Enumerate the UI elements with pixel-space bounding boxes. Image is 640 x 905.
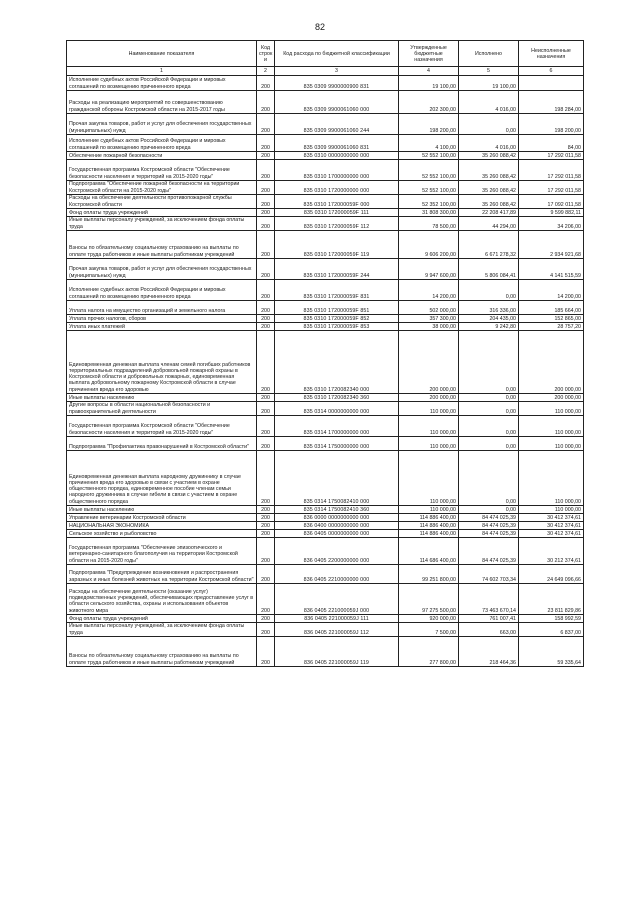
row-approved: 31 808 300,00: [399, 209, 459, 217]
table-row: [67, 394, 584, 402]
row-executed: 0,00: [459, 402, 519, 416]
row-approved: 52 352 100,00: [399, 195, 459, 209]
row-executed: 84 474 025,39: [459, 522, 519, 530]
row-remaining: 24 649 096,66: [519, 565, 584, 584]
header-name: Наименование показателя: [67, 41, 257, 67]
row-name: Исполнение судебных актов Российской Федерации и мировых соглашений по возмещению причиненного вреда: [67, 280, 257, 301]
row-executed: 35 260 088,42: [459, 181, 519, 195]
row-executed: 0,00: [459, 394, 519, 402]
row-expense-code: 836 0405 221000059J 000: [275, 584, 399, 615]
row-remaining: 17 292 011,58: [519, 160, 584, 181]
row-expense-code: 836 0405 2210000000 000: [275, 565, 399, 584]
row-remaining: 200 000,00: [519, 394, 584, 402]
table-row: [67, 522, 584, 530]
row-line-code: 200: [257, 280, 275, 301]
header-executed: Исполнено: [459, 41, 519, 67]
row-approved: 110 000,00: [399, 437, 459, 451]
row-remaining: 14 200,00: [519, 280, 584, 301]
table-row: [67, 217, 584, 231]
row-line-code: 200: [257, 209, 275, 217]
row-remaining: 30 412 374,61: [519, 514, 584, 522]
row-line-code: 200: [257, 584, 275, 615]
row-expense-code: 835 0310 1720000000 000: [275, 181, 399, 195]
table-body: [67, 76, 584, 667]
row-expense-code: 835 0310 0000000000 000: [275, 152, 399, 160]
row-name: Иные выплаты персоналу учреждений, за исключением фонда оплаты труда: [67, 217, 257, 231]
row-name: Уплата иных платежей: [67, 323, 257, 331]
row-remaining: 9 599 882,11: [519, 209, 584, 217]
row-line-code: 200: [257, 530, 275, 538]
table-row: [67, 91, 584, 114]
row-remaining: 158 992,59: [519, 615, 584, 623]
row-remaining: 110 000,00: [519, 506, 584, 514]
row-line-code: 200: [257, 231, 275, 259]
column-number: 3: [275, 67, 399, 76]
row-remaining: 6 837,00: [519, 623, 584, 637]
table-row: [67, 231, 584, 259]
row-remaining: 110 000,00: [519, 416, 584, 437]
budget-execution-table: [66, 40, 584, 667]
row-line-code: 200: [257, 195, 275, 209]
row-approved: 202 300,00: [399, 91, 459, 114]
row-remaining: 17 092 011,58: [519, 195, 584, 209]
row-name: Единовременная денежная выплата членам семей погибших работников территориальных подразделений добровольной пожарной охраны в Костромской области и добровольных пожарных, единовременная выплата добровольному пожарному Костромской области в случае причинения вреда его здоровью: [67, 331, 257, 394]
row-approved: 114 886 400,00: [399, 514, 459, 522]
row-expense-code: 836 0405 221000059J 112: [275, 623, 399, 637]
row-executed: 0,00: [459, 451, 519, 506]
row-line-code: 200: [257, 451, 275, 506]
row-line-code: 200: [257, 181, 275, 195]
row-line-code: 200: [257, 323, 275, 331]
row-name: Прочая закупка товаров, работ и услуг для обеспечения государственных (муниципальных) нужд: [67, 259, 257, 280]
row-name: Уплата налога на имущество организаций и земельного налога: [67, 301, 257, 315]
table-row: [67, 76, 584, 91]
row-line-code: 200: [257, 217, 275, 231]
row-executed: 218 464,36: [459, 637, 519, 667]
row-remaining: 17 292 011,58: [519, 152, 584, 160]
row-remaining: 30 412 374,61: [519, 530, 584, 538]
table-row: [67, 637, 584, 667]
table-row: [67, 506, 584, 514]
row-name: Расходы на обеспечение деятельности (оказание услуг) подведомственных учреждений, обеспечивающих предоставление услуг в области сельского хозяйства, охраны и использования объектов животного мира: [67, 584, 257, 615]
row-name: Исполнение судебных актов Российской Федерации и мировых соглашений по возмещению причиненного вреда: [67, 76, 257, 91]
row-expense-code: 836 0000 0000000000 000: [275, 514, 399, 522]
table-row: [67, 331, 584, 394]
table-row: [67, 623, 584, 637]
table-row: [67, 195, 584, 209]
row-executed: 35 260 088,42: [459, 152, 519, 160]
row-line-code: 200: [257, 522, 275, 530]
row-executed: 19 100,00: [459, 76, 519, 91]
row-line-code: 200: [257, 565, 275, 584]
row-name: Государственная программа Костромской области "Обеспечение безопасности населения и территорий на 2015-2020 годы": [67, 416, 257, 437]
row-executed: 0,00: [459, 437, 519, 451]
table-row: [67, 323, 584, 331]
row-line-code: 200: [257, 91, 275, 114]
row-name: Сельское хозяйство и рыболовство: [67, 530, 257, 538]
row-remaining: 110 000,00: [519, 451, 584, 506]
row-executed: 0,00: [459, 331, 519, 394]
row-approved: 110 000,00: [399, 451, 459, 506]
table-row: [67, 402, 584, 416]
row-remaining: 34 206,00: [519, 217, 584, 231]
row-remaining: 198 284,00: [519, 91, 584, 114]
header-remaining: Неисполненные назначения: [519, 41, 584, 67]
row-executed: 9 242,80: [459, 323, 519, 331]
row-line-code: 200: [257, 135, 275, 152]
row-expense-code: 835 0310 172000059F 111: [275, 209, 399, 217]
row-name: Фонд оплаты труда учреждений: [67, 209, 257, 217]
header-expense-code: Код расхода по бюджетной классификации: [275, 41, 399, 67]
row-line-code: 200: [257, 637, 275, 667]
row-approved: 200 000,00: [399, 331, 459, 394]
row-name: Взносы по обязательному социальному страхованию на выплаты по оплате труда работников и иные выплаты работникам учреждений: [67, 231, 257, 259]
row-executed: 6 671 278,32: [459, 231, 519, 259]
row-name: Фонд оплаты труда учреждений: [67, 615, 257, 623]
row-approved: 19 100,00: [399, 76, 459, 91]
column-number-row: [67, 67, 584, 76]
row-executed: 73 463 670,14: [459, 584, 519, 615]
row-expense-code: 835 0310 172000059F 831: [275, 280, 399, 301]
row-remaining: 23 811 829,86: [519, 584, 584, 615]
row-expense-code: 835 0309 9900061060 831: [275, 135, 399, 152]
row-executed: 663,00: [459, 623, 519, 637]
row-expense-code: 835 0309 9900061060 244: [275, 114, 399, 135]
row-expense-code: 836 0405 221000059J 111: [275, 615, 399, 623]
column-number: 6: [519, 67, 584, 76]
row-remaining: 4 141 515,59: [519, 259, 584, 280]
row-line-code: 200: [257, 331, 275, 394]
table-row: [67, 135, 584, 152]
row-approved: 52 552 100,00: [399, 160, 459, 181]
row-line-code: 200: [257, 394, 275, 402]
row-expense-code: 835 0310 172000059F 851: [275, 301, 399, 315]
row-expense-code: 835 0310 1720082340 360: [275, 394, 399, 402]
row-remaining: 84,00: [519, 135, 584, 152]
row-line-code: 200: [257, 623, 275, 637]
row-name: Уплата прочих налогов, сборов: [67, 315, 257, 323]
row-executed: 0,00: [459, 506, 519, 514]
row-name: Другие вопросы в области национальной безопасности и правоохранительной деятельности: [67, 402, 257, 416]
row-executed: 44 294,00: [459, 217, 519, 231]
row-executed: 0,00: [459, 114, 519, 135]
row-approved: 502 000,00: [399, 301, 459, 315]
row-executed: 74 602 703,34: [459, 565, 519, 584]
row-approved: 99 251 800,00: [399, 565, 459, 584]
row-remaining: 198 200,00: [519, 114, 584, 135]
table-row: [67, 152, 584, 160]
row-executed: 761 007,41: [459, 615, 519, 623]
row-approved: 110 000,00: [399, 402, 459, 416]
row-approved: 920 000,00: [399, 615, 459, 623]
row-approved: 110 000,00: [399, 506, 459, 514]
row-remaining: 28 757,20: [519, 323, 584, 331]
row-line-code: 200: [257, 301, 275, 315]
row-expense-code: 835 0310 1700000000 000: [275, 160, 399, 181]
row-approved: 200 000,00: [399, 394, 459, 402]
row-approved: 38 000,00: [399, 323, 459, 331]
row-expense-code: 836 0405 2200000000 000: [275, 538, 399, 565]
row-remaining: [519, 76, 584, 91]
row-approved: 357 300,00: [399, 315, 459, 323]
row-approved: 52 552 100,00: [399, 181, 459, 195]
table-row: [67, 160, 584, 181]
row-name: НАЦИОНАЛЬНАЯ ЭКОНОМИКА: [67, 522, 257, 530]
table-row: [67, 280, 584, 301]
row-expense-code: 835 0314 1700000000 000: [275, 416, 399, 437]
row-remaining: 17 292 011,58: [519, 181, 584, 195]
row-line-code: 200: [257, 114, 275, 135]
row-name: Иные выплаты персоналу учреждений, за исключением фонда оплаты труда: [67, 623, 257, 637]
row-expense-code: 835 0310 172000059F 112: [275, 217, 399, 231]
row-name: Взносы по обязательному социальному страхованию на выплаты по оплате труда работников и иные выплаты работникам учреждений: [67, 637, 257, 667]
row-approved: 114 886 400,00: [399, 530, 459, 538]
row-line-code: 200: [257, 416, 275, 437]
column-number: 1: [67, 67, 257, 76]
row-expense-code: 836 0400 0000000000 000: [275, 522, 399, 530]
row-approved: 4 100,00: [399, 135, 459, 152]
table-row: [67, 584, 584, 615]
row-remaining: 110 000,00: [519, 437, 584, 451]
row-remaining: 30 212 374,61: [519, 538, 584, 565]
table-row: [67, 514, 584, 522]
row-expense-code: 835 0310 172000059F 852: [275, 315, 399, 323]
table-row: [67, 416, 584, 437]
table-row: [67, 114, 584, 135]
row-executed: 0,00: [459, 416, 519, 437]
row-name: Управление ветеринарии Костромской области: [67, 514, 257, 522]
row-executed: 22 208 417,89: [459, 209, 519, 217]
header-approved: Утвержденные бюджетные назначения: [399, 41, 459, 67]
row-line-code: 200: [257, 152, 275, 160]
row-executed: 35 260 088,42: [459, 195, 519, 209]
row-name: Иные выплаты населению: [67, 506, 257, 514]
table-row: [67, 565, 584, 584]
row-approved: 52 552 100,00: [399, 152, 459, 160]
row-approved: 277 800,00: [399, 637, 459, 667]
row-expense-code: 835 0310 1720082340 000: [275, 331, 399, 394]
row-expense-code: 836 0405 0000000000 000: [275, 530, 399, 538]
row-executed: 4 016,00: [459, 135, 519, 152]
row-approved: 78 500,00: [399, 217, 459, 231]
row-name: Обеспечение пожарной безопасности: [67, 152, 257, 160]
row-expense-code: 835 0309 9900061060 000: [275, 91, 399, 114]
row-executed: 84 474 025,39: [459, 514, 519, 522]
row-executed: 316 336,00: [459, 301, 519, 315]
row-expense-code: 835 0310 172000059F 000: [275, 195, 399, 209]
row-remaining: 30 412 374,61: [519, 522, 584, 530]
row-approved: 7 500,00: [399, 623, 459, 637]
row-name: Расходы на реализацию мероприятий по совершенствованию гражданской обороны Костромской области на 2015-2017 годы: [67, 91, 257, 114]
row-approved: 114 686 400,00: [399, 538, 459, 565]
table-row: [67, 615, 584, 623]
row-approved: 114 886 400,00: [399, 522, 459, 530]
row-expense-code: 835 0310 172000059F 119: [275, 231, 399, 259]
row-expense-code: 835 0310 172000059F 244: [275, 259, 399, 280]
row-name: Государственная программа Костромской области "Обеспечение безопасности населения и территорий на 2015-2020 годы": [67, 160, 257, 181]
row-approved: 14 200,00: [399, 280, 459, 301]
table-row: [67, 538, 584, 565]
row-expense-code: 835 0314 1750082410 360: [275, 506, 399, 514]
row-name: Прочая закупка товаров, работ и услуг для обеспечения государственных (муниципальных) нужд: [67, 114, 257, 135]
row-remaining: 152 865,00: [519, 315, 584, 323]
row-executed: 204 435,00: [459, 315, 519, 323]
row-approved: 97 275 500,00: [399, 584, 459, 615]
row-name: Единовременная денежная выплата народному дружиннику в случае причинения вреда его здоровью в связи с участием в охране общественного порядка, единовременное пособие членам семьи народного дружинника в случае гибели в связи с участием в охране общественного порядка: [67, 451, 257, 506]
row-remaining: 200 000,00: [519, 331, 584, 394]
table-row: [67, 437, 584, 451]
row-line-code: 200: [257, 506, 275, 514]
row-name: Подпрограмма "Профилактика правонарушений в Костромской области": [67, 437, 257, 451]
row-executed: 0,00: [459, 280, 519, 301]
row-line-code: 200: [257, 538, 275, 565]
row-expense-code: 835 0310 172000059F 853: [275, 323, 399, 331]
row-line-code: 200: [257, 615, 275, 623]
row-approved: 198 200,00: [399, 114, 459, 135]
table-row: [67, 209, 584, 217]
column-number: 5: [459, 67, 519, 76]
row-executed: 84 474 025,39: [459, 538, 519, 565]
row-remaining: 185 664,00: [519, 301, 584, 315]
row-remaining: 59 335,64: [519, 637, 584, 667]
row-line-code: 200: [257, 259, 275, 280]
column-number: 2: [257, 67, 275, 76]
row-name: Государственная программа "Обеспечение эпизоотического и ветеринарно-санитарного благополучия на территории Костромской области на 2015-2020 годы": [67, 538, 257, 565]
column-number: 4: [399, 67, 459, 76]
row-expense-code: 836 0405 221000059J 119: [275, 637, 399, 667]
table-row: [67, 530, 584, 538]
row-executed: 84 474 025,39: [459, 530, 519, 538]
page-number: 82: [314, 22, 325, 32]
row-executed: 35 260 088,42: [459, 160, 519, 181]
row-executed: 4 016,00: [459, 91, 519, 114]
row-line-code: 200: [257, 437, 275, 451]
row-expense-code: 835 0314 1750082410 000: [275, 451, 399, 506]
row-approved: 110 000,00: [399, 416, 459, 437]
row-line-code: 200: [257, 160, 275, 181]
row-name: Исполнение судебных актов Российской Федерации и мировых соглашений по возмещению причиненного вреда: [67, 135, 257, 152]
table-row: [67, 181, 584, 195]
row-name: Подпрограмма "Предупреждение возникновения и распространения заразных и иных болезней животных на территории Костромской области": [67, 565, 257, 584]
row-approved: 9 606 200,00: [399, 231, 459, 259]
table-row: [67, 451, 584, 506]
row-remaining: 2 934 921,68: [519, 231, 584, 259]
header-row: [67, 41, 584, 67]
row-executed: 5 806 084,41: [459, 259, 519, 280]
table-row: [67, 259, 584, 280]
row-line-code: 200: [257, 315, 275, 323]
row-line-code: 200: [257, 76, 275, 91]
table-row: [67, 315, 584, 323]
row-line-code: 200: [257, 514, 275, 522]
row-expense-code: 835 0314 0000000000 000: [275, 402, 399, 416]
row-name: Иные выплаты населению: [67, 394, 257, 402]
row-expense-code: 835 0314 1750000000 000: [275, 437, 399, 451]
row-approved: 9 947 600,00: [399, 259, 459, 280]
row-remaining: 110 000,00: [519, 402, 584, 416]
row-name: Расходы на обеспечение деятельности противопожарной службы Костромской области: [67, 195, 257, 209]
table-row: [67, 301, 584, 315]
row-line-code: 200: [257, 402, 275, 416]
row-expense-code: 835 0309 9900000900 831: [275, 76, 399, 91]
row-name: Подпрограмма "Обеспечение пожарной безопасности на территории Костромской области на 2015-2020 годы": [67, 181, 257, 195]
header-line-code: Код строк и: [257, 41, 275, 67]
